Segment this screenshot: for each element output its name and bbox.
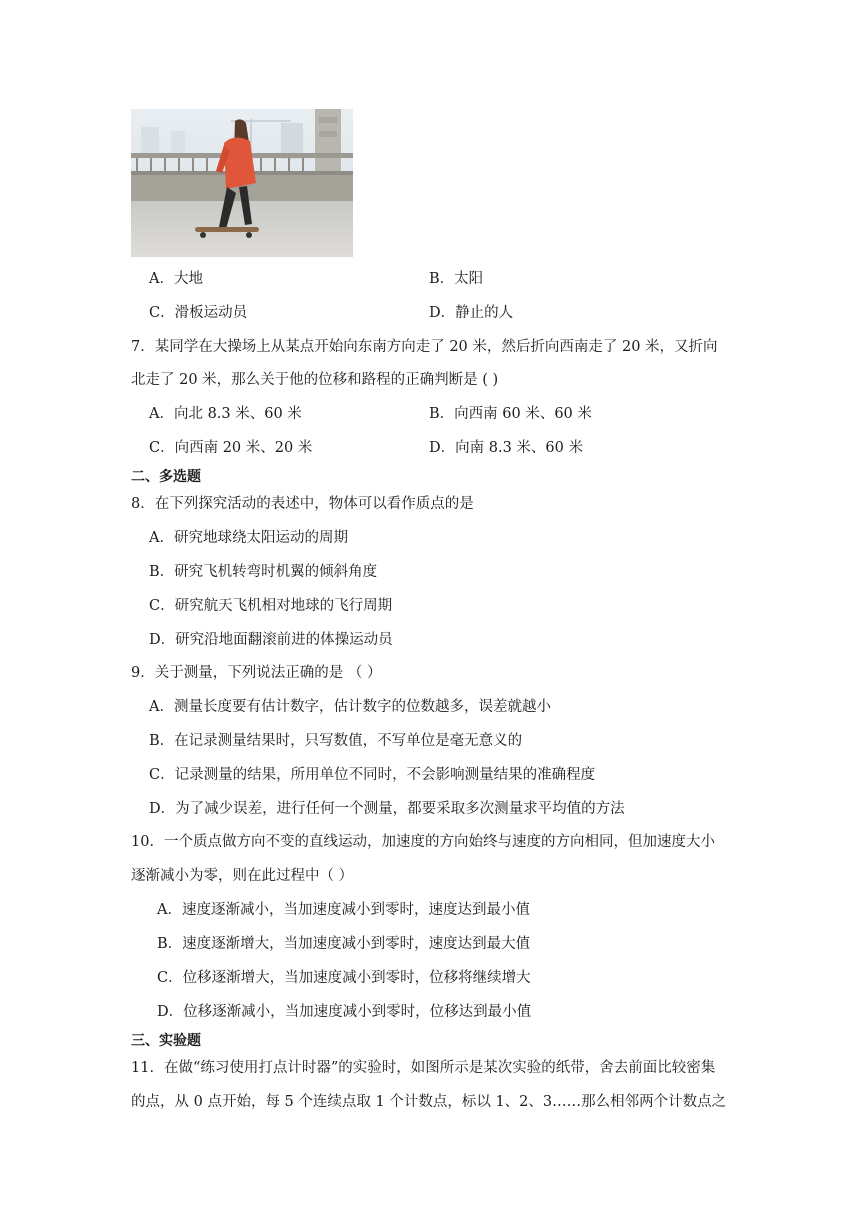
q6-option-c: C．滑板运动员: [149, 305, 248, 321]
q6-option-b: B．太阳: [429, 271, 484, 287]
skateboarder-image: [131, 109, 353, 257]
q11-stem-line-1: 11．在做“练习使用打点计时器”的实验时，如图所示是某次实验的纸带，舍去前面比较密集: [131, 1060, 716, 1076]
q9-option-d: D．为了减少误差，进行任何一个测量，都要采取多次测量求平均值的方法: [149, 801, 625, 817]
q6-option-d: D．静止的人: [429, 305, 514, 321]
q9-stem: 9．关于测量，下列说法正确的是 （ ）: [131, 665, 382, 681]
q7-option-a: A．向北 8.3 米、60 米: [149, 406, 302, 422]
q8-option-a: A．研究地球绕太阳运动的周期: [149, 530, 348, 546]
q10-option-a: A．速度逐渐减小，当加速度减小到零时，速度达到最小值: [157, 902, 530, 918]
q9-option-a: A．测量长度要有估计数字，估计数字的位数越多，误差就越小: [149, 699, 551, 715]
q10-option-c: C．位移逐渐增大，当加速度减小到零时，位移将继续增大: [157, 970, 531, 986]
q8-stem: 8．在下列探究活动的表述中，物体可以看作质点的是: [131, 496, 474, 512]
q7-option-d: D．向南 8.3 米、60 米: [429, 440, 583, 456]
q8-option-b: B．研究飞机转弯时机翼的倾斜角度: [149, 564, 378, 580]
q10-option-b: B．速度逐渐增大，当加速度减小到零时，速度达到最大值: [157, 936, 531, 952]
q10-stem-line-2: 逐渐减小为零，则在此过程中（ ）: [131, 868, 354, 884]
q11-stem-line-2: 的点，从 0 点开始，每 5 个连续点取 1 个计数点，标以 1、2、3……那么相邻两个计数点之: [131, 1094, 727, 1110]
q10-option-d: D．位移逐渐减小，当加速度减小到零时，位移达到最小值: [157, 1004, 532, 1020]
q7-option-b: B．向西南 60 米、60 米: [429, 406, 592, 422]
q8-option-c: C．研究航天飞机相对地球的飞行周期: [149, 598, 393, 614]
q10-stem-line-1: 10．一个质点做方向不变的直线运动，加速度的方向始终与速度的方向相同，但加速度大小: [131, 834, 715, 850]
q7-stem-line-1: 7．某同学在大操场上从某点开始向东南方向走了 20 米，然后折向西南走了 20 米，又折向: [131, 339, 718, 355]
section-heading-experiment: 三、实验题: [131, 1033, 201, 1049]
q9-option-c: C．记录测量的结果，所用单位不同时，不会影响测量结果的准确程度: [149, 767, 596, 783]
q7-option-c: C．向西南 20 米、20 米: [149, 440, 313, 456]
section-heading-multiple-choice: 二、多选题: [131, 469, 201, 485]
q6-option-a: A．大地: [149, 271, 203, 287]
skateboarder-photo: [131, 109, 353, 257]
q9-option-b: B．在记录测量结果时，只写数值，不写单位是毫无意义的: [149, 733, 523, 749]
q8-option-d: D．研究沿地面翻滚前进的体操运动员: [149, 632, 393, 648]
q7-stem-line-2: 北走了 20 米，那么关于他的位移和路程的正确判断是 ( ): [131, 372, 499, 388]
